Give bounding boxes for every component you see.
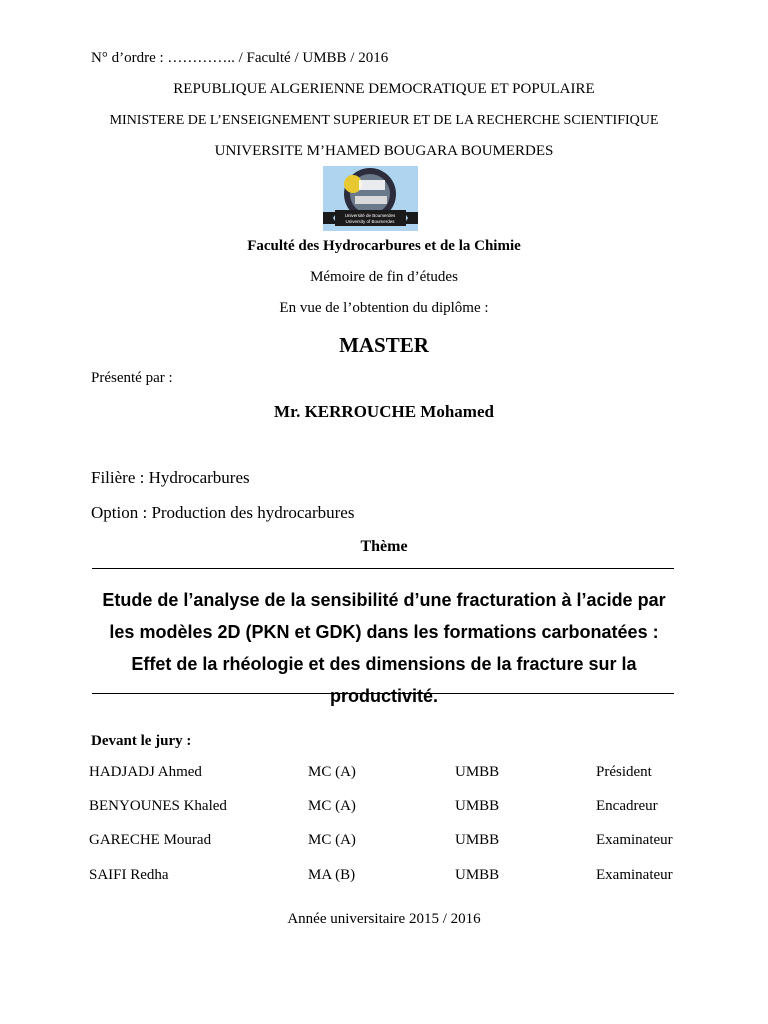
jury-name: SAIFI Redha (89, 867, 169, 883)
jury-label: Devant le jury : (91, 733, 192, 749)
option-line: Option : Production des hydrocarbures (91, 503, 355, 522)
theme-label: Thème (360, 538, 408, 555)
memoire-label: Mémoire de fin d’études (310, 269, 458, 285)
jury-institution: UMBB (455, 798, 500, 814)
jury-grade: MA (B) (308, 867, 356, 883)
ministry-title: MINISTERE DE L’ENSEIGNEMENT SUPERIEUR ET DE LA RECHERCHE SCIENTIFIQUE (109, 113, 659, 128)
degree-title: MASTER (339, 333, 429, 357)
university-logo (323, 166, 418, 231)
obtention-label: En vue de l’obtention du diplôme : (279, 300, 489, 316)
jury-role: Président (596, 764, 652, 780)
university-title: UNIVERSITE M’HAMED BOUGARA BOUMERDES (214, 143, 554, 159)
jury-role: Examinateur (596, 867, 673, 883)
jury-grade: MC (A) (308, 798, 356, 814)
academic-year: Année universitaire 2015 / 2016 (287, 911, 481, 927)
jury-grade: MC (A) (308, 764, 356, 780)
theme-top-rule (92, 568, 674, 569)
jury-role: Examinateur (596, 832, 673, 848)
logo-text-en: University of Boumerdes (345, 219, 395, 224)
republic-title: REPUBLIQUE ALGERIENNE DEMOCRATIQUE ET POPULAIRE (173, 81, 595, 97)
order-number: N° d’ordre : ………….. / Faculté / UMBB / 2016 (91, 50, 389, 66)
filiere-line: Filière : Hydrocarbures (91, 468, 250, 487)
presented-by-label: Présenté par : (91, 370, 173, 386)
jury-grade: MC (A) (308, 832, 356, 848)
author-name: Mr. KERROUCHE Mohamed (274, 402, 494, 421)
faculty-name: Faculté des Hydrocarbures et de la Chimie (247, 238, 521, 254)
theme-bottom-rule (92, 693, 674, 694)
jury-name: BENYOUNES Khaled (89, 798, 227, 814)
thesis-title: Etude de l’analyse de la sensibilité d’une fracturation à l’acide par les modèles 2D (PKN et GDK) dans les formations carbonatées : Effet de la rhéologie et des dimensions de la fracture sur la productivité. (102, 590, 666, 706)
logo-text-fr: Université de Boumerdes (344, 213, 396, 218)
jury-role: Encadreur (596, 798, 658, 814)
jury-name: GARECHE Mourad (89, 832, 212, 848)
jury-institution: UMBB (455, 764, 500, 780)
jury-institution: UMBB (455, 867, 500, 883)
jury-institution: UMBB (455, 832, 500, 848)
jury-name: HADJADJ Ahmed (89, 764, 202, 780)
